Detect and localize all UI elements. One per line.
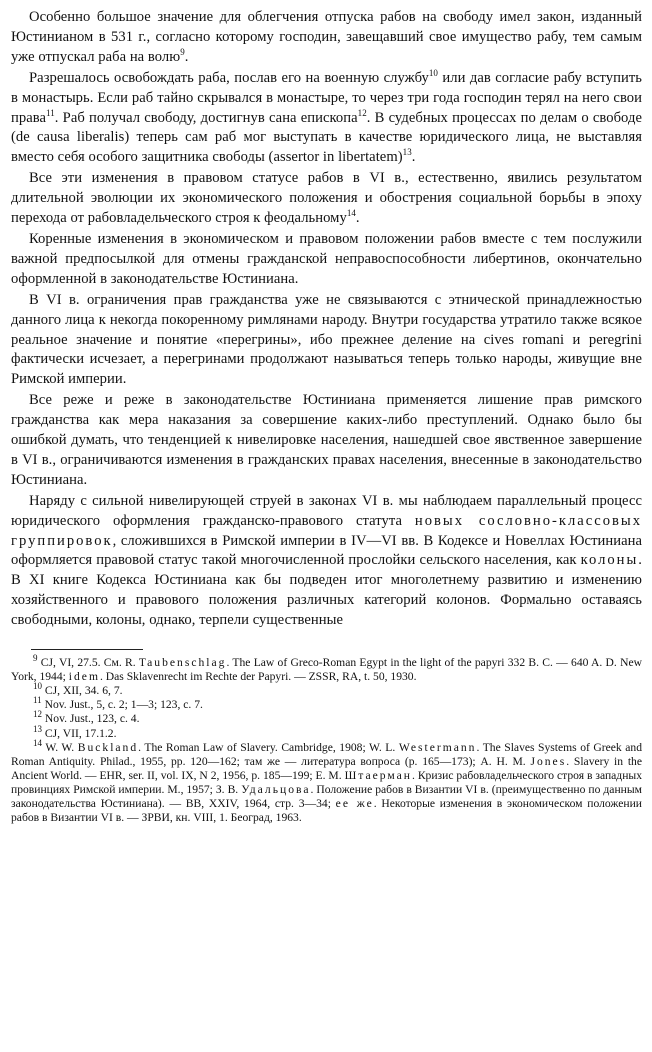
paragraph (11, 391, 642, 491)
footnote (11, 681, 642, 698)
footnotes (11, 653, 642, 825)
footnote-ref: 14 (346, 208, 356, 219)
paragraph (11, 8, 642, 68)
footnote-ref: 12 (33, 709, 42, 720)
spaced-text: idem (68, 670, 100, 684)
text-run: В VI в. ограничения прав гражданства уже не связываются с этнической принадлежностью данного лица к некогда покоренному римлянами народу. Внутри государства утратило также всякое реальное значение и понятие «перегрины», ибо прежнее деление на cives romani и peregrini фактически исчезает, а перегринами продолжают называться теперь только народы, живущие вне Римской империи. (11, 291, 642, 388)
spaced-text: Taubenschlag (138, 656, 227, 670)
text-run: Разрешалось освобождать раба, послав его на военную службу (29, 69, 429, 86)
footnote (11, 695, 642, 712)
footnote-ref: 13 (402, 147, 412, 158)
paragraph (11, 69, 642, 169)
text-run: Nov. Just., 123, c. 4. (42, 712, 140, 726)
text-run: Все реже и реже в законодательстве Юстиниана применяется лишение прав римского гражданства как мера наказания за совершение каких-либо преступлений. Однако было бы ошибкой думать, что тенденцией к нивелировке населения, нашедшей свое явственное завершение в VI в., ограничиваются изменения в гражданских правах населения, внесенные в законодательство Юстиниана. (11, 392, 642, 488)
footnote-ref: 14 (33, 737, 42, 748)
text-run: . The Slaves Systems of Greek and Roman Antiquity. Philad., 1955, pp. 120—162; там же — литература вопроса (р. 165—173); A. H. M. (11, 740, 642, 768)
text-run: . Slavery in the Ancient World. — EHR, ser. II, vol. IX, N 2, 1956, p. 185—199; Е. М. (11, 754, 642, 782)
spaced-text: колоны (580, 552, 639, 569)
footnote-divider (31, 649, 143, 650)
text-run: . В XI книге Кодекса Юстиниана как бы подведен итог многолетнему развитию и изменению хозяйственного и правового положения различных категорий колонов. Формально оставаясь свободными, колоны, однако, терпели существенные (11, 552, 642, 629)
text-run: Все эти изменения в правовом статусе рабов в VI в., естественно, явились результатом длительной эволюции их экономического положения и обострения социальной борьбы в эпоху перехода от рабовладельческого строя к феодальному (11, 170, 642, 227)
text-run: CJ, VII, 17.1.2. (42, 726, 117, 740)
footnote-ref: 12 (357, 107, 367, 118)
main-text (11, 8, 642, 631)
text-run: . Положение рабов в Византии VI в. (преимущественно по данным законодательства Юстиниана). — ВВ, XXIV, 1964, стр. 3—34; (11, 782, 642, 811)
paragraph (11, 291, 642, 391)
text-run: . Das Sklavenrecht im Rechte der Papyri. — ZSSR, RA, t. 50, 1930. (99, 670, 417, 684)
spaced-text: Westermann (398, 740, 477, 754)
text-run: CJ, VI, 27.5. См. R. (37, 656, 139, 670)
footnote (11, 723, 642, 741)
spaced-text: Штаерман (344, 768, 412, 782)
spaced-text: ее же (335, 797, 374, 811)
paragraph (11, 169, 642, 229)
footnote-ref: 11 (33, 695, 42, 706)
footnote-ref: 11 (46, 107, 55, 118)
text-run: CJ, XII, 34. 6, 7. (42, 684, 123, 698)
footnote-ref: 13 (33, 723, 42, 734)
footnote-ref: 10 (428, 67, 438, 78)
text-run: . (355, 210, 360, 227)
text-run: Особенно большое значение для облегчения отпуска рабов на свободу имел закон, изданный Юстинианом в 531 г., согласно которому господин, завещавший свое имущество рабу, тем самым уже отпускал раба на волю (11, 9, 642, 65)
paragraph (11, 492, 642, 631)
spaced-text: Удальцова (241, 782, 311, 796)
footnote (11, 737, 642, 826)
text-run: . (184, 48, 189, 65)
text-run: Nov. Just., 5, c. 2; 1—3; 123, c. 7. (41, 698, 203, 712)
text-run: . Некоторые изменения в экономическом положении рабов в Византии VI в. — ЗРВИ, кн. VIII, 1. Београд, 1963. (11, 797, 642, 825)
text-run: Коренные изменения в экономическом и правовом положении рабов вместе с тем послужили важной предпосылкой для отмены гражданской неправоспособности либертинов, окончательно оформленной в законодательстве Юстиниана. (11, 230, 642, 287)
text-run: , сложившихся в Римской империи в IV—VI вв. В Кодексе и Новеллах Юстиниана оформляется правовой статус такой многочисленной прослойки сельского населения, как (11, 532, 642, 569)
footnote-ref: 9 (180, 46, 185, 57)
text-run: или дав согласие рабу вступить в монастырь. Если раб тайно скрывался в монастыре, то через три года господин терял на него свои права (11, 69, 642, 126)
spaced-text: Buckland (77, 740, 139, 754)
text-run: . Раб получал свободу, достигнув сана епископа (54, 109, 358, 126)
spaced-text: новых сословно-классовых группировок (11, 512, 642, 549)
footnote-ref: 9 (33, 653, 38, 664)
footnote-ref: 10 (33, 681, 42, 692)
text-run: . The Law of Greco-Roman Egypt in the light of the papyri 332 B. C. — 640 A. D. New York, 1944; (11, 656, 642, 684)
paragraph (11, 230, 642, 290)
text-run: . The Roman Law of Slavery. Cambridge, 1908; W. L. (138, 740, 399, 754)
text-run: . В судебных процессах по делам о свободе (de causa liberalis) теперь сам раб мог выступать в качестве юридического лица, не выставляя вместо себя особого защитника свободы (assertor in libertatem) (11, 109, 642, 166)
footnote (11, 653, 642, 684)
text-run: W. W. (42, 740, 78, 754)
footnote (11, 709, 642, 726)
spaced-text: Jones (530, 754, 567, 768)
text-run: Наряду с сильной нивелирующей струей в законах VI в. мы наблюдаем параллельный процесс юридического оформления гражданско-правового статута (11, 492, 642, 529)
text-run: . (411, 149, 416, 166)
text-run: . Кризис рабовладельческого строя в западных провинциях Римской империи. М., 1957; З. В. (11, 768, 642, 796)
